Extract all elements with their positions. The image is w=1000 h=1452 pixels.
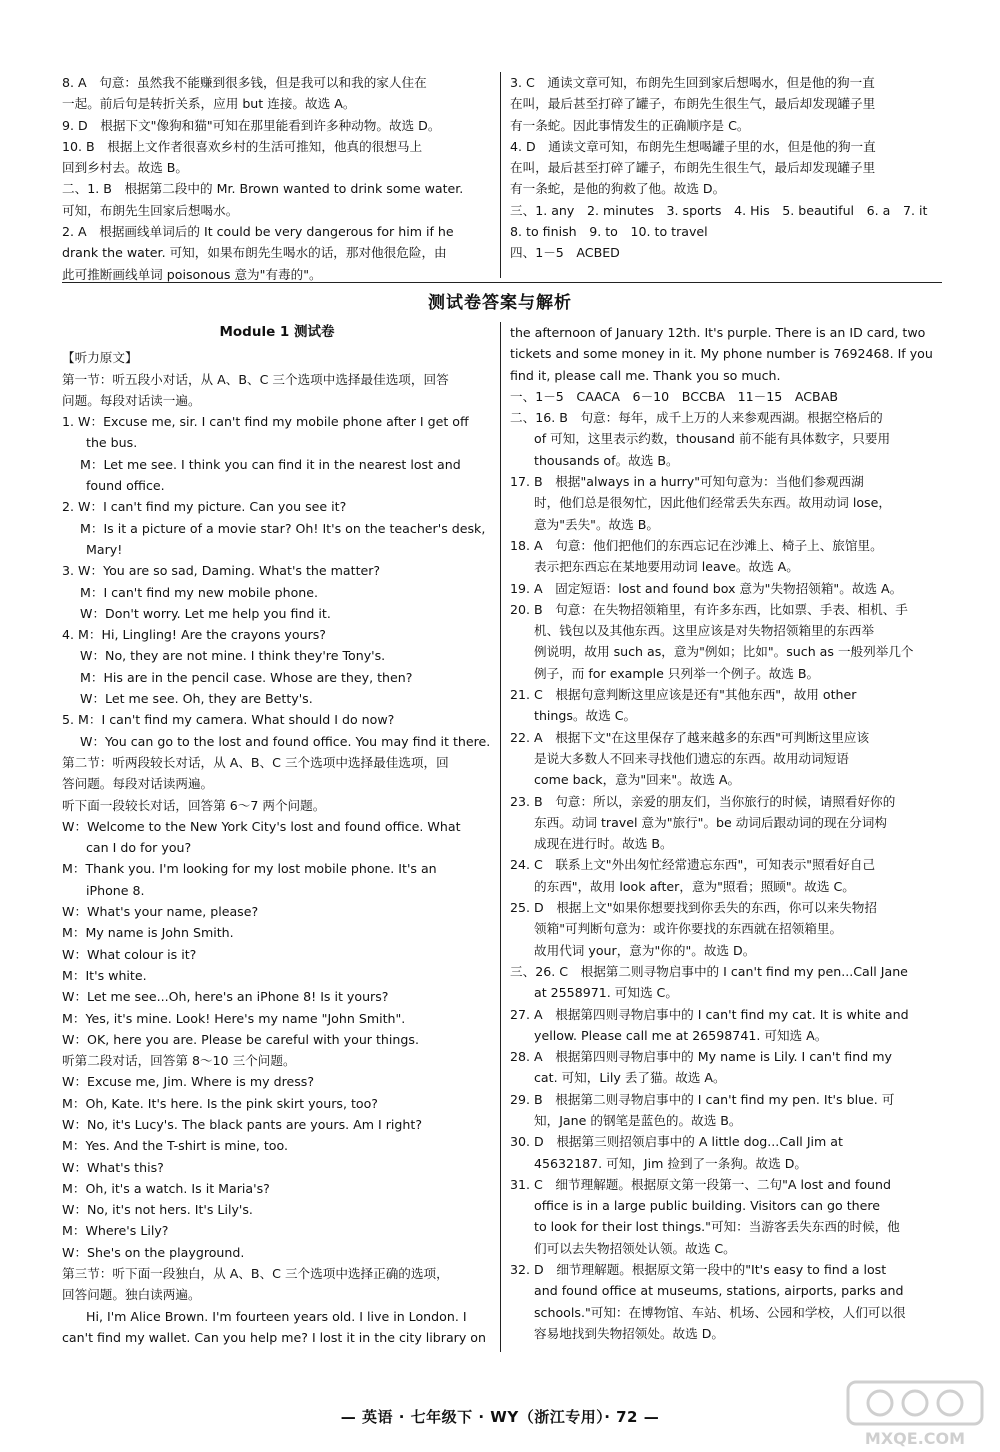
transcript-line: M：Oh, Kate. It's here. Is the pink skirt yours, too? [62,1095,378,1111]
watermark-text: MXQE.COM [864,1429,966,1448]
transcript-line: 听下面一段较长对话，回答第 6～7 两个问题。 [62,797,326,813]
answer-line: 意为"丢失"。故选 B。 [534,516,659,532]
transcript-line: M：Yes, it's mine. Look! Here's my name "John Smith". [62,1010,406,1026]
answer-line: find it, please call me. Thank you so much. [510,367,781,383]
answer-line: 8. A 句意：虽然我不能赚到很多钱，但是我可以和我的家人住在 [62,75,427,90]
transcript-line: iPhone 8. [86,882,145,898]
transcript-line: W：Welcome to the New York City's lost and found office. What [62,818,461,834]
answer-line: 机、钱包以及其他东西。这里应该是对失物招领箱里的东西举 [534,623,875,639]
transcript-line: W：Excuse me, Jim. Where is my dress? [62,1074,315,1090]
answer-line: 3. C 通读文章可知，布朗先生回到家后想喝水，但是他的狗一直 [510,75,875,90]
transcript-line: 答问题。每段对话读两遍。 [62,776,214,792]
transcript-line: M：My name is John Smith. [62,925,234,941]
transcript-line: W：She's on the playground. [62,1244,245,1260]
transcript-line: 【听力原文】 [62,350,138,366]
answer-line: 知，Jane 的钢笔是蓝色的。故选 B。 [534,1112,742,1128]
transcript-line: 2. W：I can't find my picture. Can you see it? [62,499,347,515]
transcript-line: found office. [86,478,165,494]
answer-line: 三、1. any 2. minutes 3. sports 4. His 5. beautiful 6. a 7. it [510,202,928,218]
answer-line: 三、26. C 根据第二则寻物启事中的 I can't find my pen...Call Jane [510,963,908,979]
transcript-line: M：His are in the pencil case. Whose are they, then? [80,669,413,685]
transcript-line: M：I can't find my new mobile phone. [80,584,319,600]
section-divider-line [62,282,942,283]
answer-line: 8. to finish 9. to 10. to travel [510,224,708,240]
answer-line: of 可知，这里表示约数，thousand 前不能有具体数字，只要用 [534,431,891,447]
transcript-line: 回答问题。独白读两遍。 [62,1287,201,1303]
transcript-line: Mary! [86,541,123,557]
answer-line: 故用代词 your，意为"你的"。故选 D。 [534,942,756,958]
answer-line: 们可以去失物招领处认领。故选 C。 [534,1240,736,1256]
transcript-line: W：No, it's not hers. It's Lily's. [62,1202,253,1218]
answer-line: 在叫，最后甚至打碎了罐子，布朗先生很生气，最后却发现罐子里 [510,160,876,176]
answer-line: yellow. Please call me at 26598741. 可知选 A。 [534,1027,828,1043]
answer-line: 45632187. 可知，Jim 捡到了一条狗。故选 D。 [534,1155,808,1171]
answer-line: 可知，布朗先生回家后想喝水。 [62,202,239,218]
answer-line: 二、16. B 句意：每年，成千上万的人来参观西湖。根据空格后的 [510,410,883,426]
top-right-column [510,72,940,264]
answer-line: 例子，而 for example 只列举一个例子。故选 B。 [534,665,820,681]
answer-line: to look for their lost things."可知：当游客丢失东西的时候，他 [534,1219,900,1235]
watermark-logo [840,1378,990,1450]
answer-line: the afternoon of January 12th. It's purple. There is an ID card, two [510,325,926,340]
transcript-line: 5. M：I can't find my camera. What should I do now? [62,712,395,728]
answer-line: 25. D 根据上文"如果你想要找到你丢失的东西，你可以来失物招 [510,900,877,916]
answer-line: 一、1－5 CAACA 6－10 BCCBA 11－15 ACBAB [510,388,838,404]
answer-line: 19. A 固定短语：lost and found box 意为"失物招领箱"。故选 A。 [510,580,903,596]
transcript-line: M：Where's Lily? [62,1223,169,1239]
listening-transcript [62,347,492,1348]
answer-line: 表示把东西忘在某地要用动词 leave。故选 A。 [534,559,799,575]
transcript-line: 问题。每段对话读一遍。 [62,392,201,408]
left-column [62,322,492,1348]
transcript-line: M：Yes. And the T-shirt is mine, too. [62,1138,288,1154]
answer-line: 24. C 联系上文"外出匆忙经常遗忘东西"，可知表示"照看好自己 [510,857,876,873]
answer-line: cat. 可知，Lily 丢了猫。故选 A。 [534,1070,726,1086]
transcript-line: W：You can go to the lost and found office. You may find it there. [80,733,491,749]
top-column-divider [500,72,501,278]
module-title: Module 1 测试卷 [219,324,335,340]
transcript-line: M：Is it a picture of a movie star? Oh! It's on the teacher's desk, [80,520,486,536]
answer-line: 的东西"，故用 look after，意为"照看；照顾"。故选 C。 [534,878,855,894]
answer-line: 31. C 细节理解题。根据原文第一段第一、二句"A lost and found [510,1176,892,1192]
answer-line: 27. A 根据第四则寻物启事中的 I can't find my cat. It is white and [510,1006,909,1022]
transcript-line: the bus. [86,435,138,451]
answer-line: 四、1－5 ACBED [510,245,620,261]
transcript-line: M：It's white. [62,967,147,983]
answer-line: come back，意为"回来"。故选 A。 [534,772,741,788]
top-left-column [62,72,492,285]
transcript-line: 第三节：听下面一段独白，从 A、B、C 三个选项中选择正确的选项， [62,1266,449,1282]
answer-line: 在叫，最后甚至打碎了罐子，布朗先生很生气，最后却发现罐子里 [510,96,876,112]
answer-line: at 2558971. 可知选 C。 [534,985,678,1001]
transcript-line: W：What colour is it? [62,946,197,962]
answer-line: drank the water. 可知，如果布朗先生喝水的话，那对他很危险，由 [62,245,447,261]
answer-line: thousands of。故选 B。 [534,452,679,468]
transcript-line: W：No, they are not mine. I think they're Tony's. [80,648,386,664]
transcript-line: 3. W：You are so sad, Daming. What's the matter? [62,563,381,579]
transcript-line: W：Let me see. Oh, they are Betty's. [80,691,313,707]
section-title: 测试卷答案与解析 [428,293,572,313]
answer-line: 东西。动词 travel 意为"旅行"。be 动词后跟动词的现在分词构 [534,814,887,830]
answer-line: 21. C 根据句意判断这里应该是还有"其他东西"，故用 other [510,687,857,703]
transcript-line: 听第二段对话，回答第 8～10 三个问题。 [62,1053,296,1069]
answer-line: 20. B 句意：在失物招领箱里，有许多东西，比如票、手表、相机、手 [510,601,908,617]
answer-line: 10. B 根据上文作者很喜欢乡村的生活可推知，他真的很想马上 [62,138,423,154]
answer-line: 29. B 根据第二则寻物启事中的 I can't find my pen. It's blue. 可 [510,1091,895,1107]
answer-line: 有一条蛇，是他的狗救了他。故选 D。 [510,181,726,197]
transcript-line: W：Let me see...Oh, here's an iPhone 8! Is it yours? [62,989,389,1005]
answer-line: 一起。前后句是转折关系，应用 but 连接。故选 A。 [62,96,356,112]
transcript-line: W：No, it's Lucy's. The black pants are yours. Am I right? [62,1116,423,1132]
transcript-line: can I do for you? [86,840,192,856]
answer-line: 成现在进行时。故选 B。 [534,836,673,852]
transcript-line: Hi, I'm Alice Brown. I'm fourteen years old. I live in London. I [86,1308,467,1324]
answer-line: 容易地找到失物招领处。故选 D。 [534,1325,725,1341]
answer-line: 此可推断画线单词 poisonous 意为"有毒的"。 [62,266,322,282]
answer-line: 4. D 通读文章可知，布朗先生想喝罐子里的水，但是他的狗一直 [510,138,876,154]
answer-line: 9. D 根据下文"像狗和猫"可知在那里能看到许多种动物。故选 D。 [62,117,441,133]
answer-line: and found office at museums, stations, airports, parks and [534,1283,904,1299]
answer-line: 是说大多数人不回来寻找他们遗忘的东西。故用动词短语 [534,750,849,766]
right-column [510,322,940,1344]
answer-line: 2. A 根据画线单词后的 It could be very dangerous for him if he [62,224,454,240]
answer-line: 23. B 句意：所以，亲爱的朋友们，当你旅行的时候，请照看好你的 [510,793,896,809]
answer-line: 22. A 根据下文"在这里保存了越来越多的东西"可判断这里应该 [510,729,870,745]
answer-line: tickets and some money in it. My phone number is 7692468. If you [510,346,933,362]
answer-line: 28. A 根据第四则寻物启事中的 My name is Lily. I can't find my [510,1049,892,1065]
transcript-line: M：Oh, it's a watch. Is it Maria's? [62,1180,270,1196]
answer-line: schools."可知：在博物馆、车站、机场、公园和学校，人们可以很 [534,1304,906,1320]
answer-line: 32. D 细节理解题。根据原文第一段中的"It's easy to find a lost [510,1262,887,1278]
transcript-line: M：Let me see. I think you can find it in the nearest lost and [80,456,461,472]
answer-line: 18. A 句意：他们把他们的东西忘记在沙滩上、椅子上、旅馆里。 [510,537,883,553]
answer-line: 时，他们总是很匆忙，因此他们经常丢失东西。故用动词 lose， [534,495,891,511]
transcript-line: 4. M：Hi, Lingling! Are the crayons yours? [62,627,326,643]
answer-line: 30. D 根据第三则招领启事中的 A little dog...Call Jim at [510,1134,843,1150]
transcript-line: W：OK, here you are. Please be careful with your things. [62,1031,419,1047]
answer-line: 例说明，故用 such as，意为"例如；比如"。such as 一般列举几个 [534,644,914,660]
transcript-line: 第一节：听五段小对话，从 A、B、C 三个选项中选择最佳选项，回答 [62,371,449,387]
answer-line: things。故选 C。 [534,708,637,724]
transcript-line: W：Don't worry. Let me help you find it. [80,605,331,621]
transcript-line: 1. W：Excuse me, sir. I can't find my mobile phone after I get off [62,414,469,430]
transcript-line: W：What's your name, please? [62,904,259,920]
answer-line: 二、1. B 根据第二段中的 Mr. Brown wanted to drink some water. [62,181,464,197]
answer-line: 17. B 根据"always in a hurry"可知句意为：当他们参观西湖 [510,474,864,490]
transcript-line: W：What's this? [62,1159,164,1175]
transcript-line: can't find my wallet. Can you help me? I lost it in the city library on [62,1329,486,1345]
page-footer: — 英语 · 七年级下 · WY（浙江专用）· 72 — [340,1408,660,1426]
transcript-line: 第二节：听两段较长对话，从 A、B、C 三个选项中选择最佳选项，回 [62,754,449,770]
answer-line: 有一条蛇。因此事情发生的正确顺序是 C。 [510,117,750,133]
answer-line: 领箱"可判断句意为：或许你要找的东西就在招领箱里。 [534,921,843,937]
main-column-divider [500,322,501,1352]
answer-line: 回到乡村去。故选 B。 [62,160,188,176]
answer-line: office is in a large public building. Visitors can go there [534,1198,881,1214]
transcript-line: M：Thank you. I'm looking for my lost mobile phone. It's an [62,861,437,877]
